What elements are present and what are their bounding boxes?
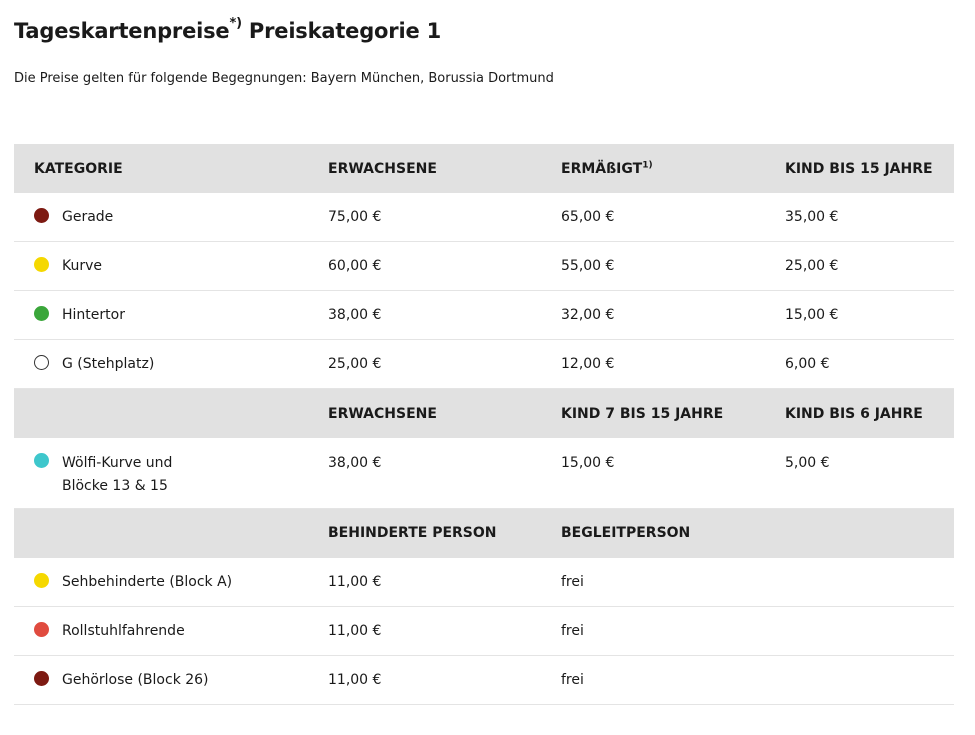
price-cell: 75,00 € <box>308 193 541 242</box>
category-cell: Wölfi-Kurve und Blöcke 13 & 15 <box>14 438 308 508</box>
price-cell: 6,00 € <box>765 340 954 389</box>
price-cell: 60,00 € <box>308 242 541 291</box>
header-behinderte: BEHINDERTE PERSON <box>308 508 541 558</box>
header-begleit: BEGLEITPERSON <box>541 508 765 558</box>
table-row <box>14 438 954 508</box>
price-cell: 25,00 € <box>765 242 954 291</box>
color-dot-icon <box>34 622 49 637</box>
category-cell: Kurve <box>14 242 308 291</box>
price-cell: 38,00 € <box>308 291 541 340</box>
header-empty <box>14 389 308 439</box>
empty-cell <box>765 606 954 655</box>
color-dot-icon <box>34 671 49 686</box>
price-cell: 15,00 € <box>765 291 954 340</box>
price-cell: 25,00 € <box>308 340 541 389</box>
intro-text: Die Preise gelten für folgende Begegnungen: Bayern München, Borussia Dortmund <box>14 71 554 86</box>
header-erwachsene: ERWACHSENE <box>308 389 541 439</box>
header-ermaessigt: ERMÄßIGT$^{1)}$ <box>541 144 765 193</box>
table-row <box>14 340 954 389</box>
page-title: Tageskartenpreise*) Preiskategorie 1 <box>14 16 442 43</box>
category-cell: G (Stehplatz) <box>14 340 308 389</box>
price-cell: 35,00 € <box>765 193 954 242</box>
category-cell: Gerade <box>14 193 308 242</box>
price-cell: 15,00 € <box>541 438 765 508</box>
table-row <box>14 606 954 655</box>
color-dot-icon <box>34 453 49 468</box>
price-cell: 65,00 € <box>541 193 765 242</box>
header-kategorie: KATEGORIE <box>14 144 308 193</box>
header-empty <box>765 508 954 558</box>
empty-cell <box>765 655 954 704</box>
table-header-row <box>14 508 954 558</box>
price-cell: 5,00 € <box>765 438 954 508</box>
table-header-row <box>14 389 954 439</box>
price-cell: 11,00 € <box>308 558 541 607</box>
category-cell: Hintertor <box>14 291 308 340</box>
price-table <box>14 144 954 705</box>
category-cell: Gehörlose (Block 26) <box>14 655 308 704</box>
price-cell: 12,00 € <box>541 340 765 389</box>
price-cell: frei <box>541 606 765 655</box>
color-dot-icon <box>34 257 49 272</box>
table-row <box>14 242 954 291</box>
header-erwachsene: ERWACHSENE <box>308 144 541 193</box>
header-kind: KIND BIS 15 JAHRE <box>765 144 954 193</box>
price-cell: frei <box>541 655 765 704</box>
color-dot-icon <box>34 573 49 588</box>
table-header-row <box>14 144 954 193</box>
color-dot-icon <box>34 306 49 321</box>
table-row <box>14 193 954 242</box>
table-row <box>14 291 954 340</box>
category-cell: Sehbehinderte (Block A) <box>14 558 308 607</box>
category-cell: Rollstuhlfahrende <box>14 606 308 655</box>
color-dot-outline-icon <box>34 355 49 370</box>
color-dot-icon <box>34 208 49 223</box>
price-cell: 11,00 € <box>308 655 541 704</box>
table-row <box>14 655 954 704</box>
price-cell: 38,00 € <box>308 438 541 508</box>
header-kind-7-15: KIND 7 BIS 15 JAHRE <box>541 389 765 439</box>
table-row <box>14 558 954 607</box>
header-empty <box>14 508 308 558</box>
price-cell: 32,00 € <box>541 291 765 340</box>
header-kind-6: KIND BIS 6 JAHRE <box>765 389 954 439</box>
price-cell: 11,00 € <box>308 606 541 655</box>
price-cell: 55,00 € <box>541 242 765 291</box>
price-cell: frei <box>541 558 765 607</box>
empty-cell <box>765 558 954 607</box>
